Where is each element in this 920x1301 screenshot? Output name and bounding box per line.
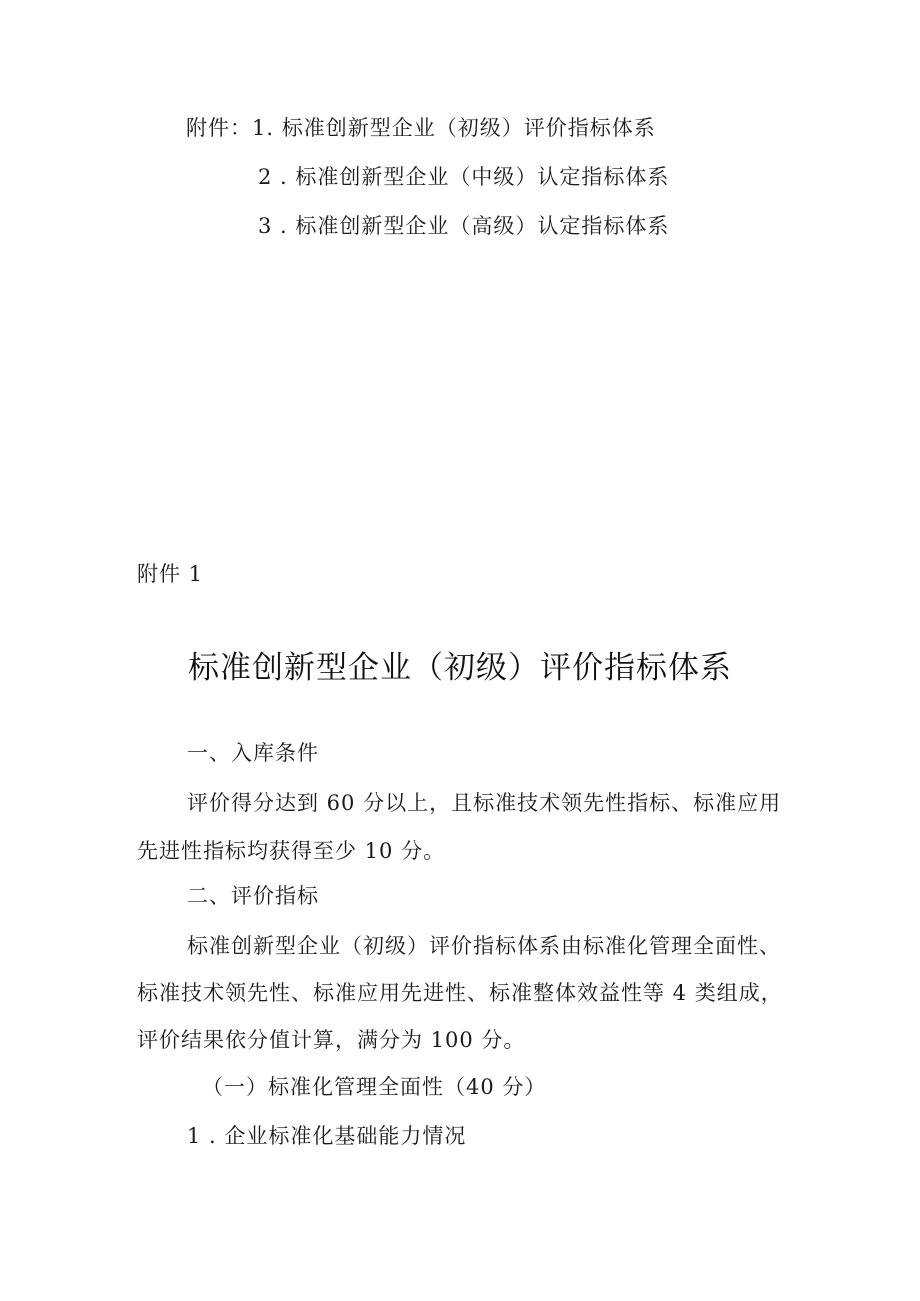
attachments-label: 附件： [186,116,252,140]
paragraph-line: 标准技术领先性、标准应用先进性、标准整体效益性等 4 类组成， [137,981,783,1005]
attachment-item-1-text: 1. 标准创新型企业（初级）评价指标体系 [252,116,656,140]
attachment-1-label: 附件 1 [137,562,204,586]
section-2-heading: 二、评价指标 [187,884,319,908]
subsection-1-heading: （一）标准化管理全面性（40 分） [202,1075,547,1099]
section-1-heading: 一、入库条件 [187,741,319,765]
paragraph-line: 标准创新型企业（初级）评价指标体系由标准化管理全面性、 [187,934,781,958]
paragraph-line: 评价结果依分值计算，满分为 100 分。 [137,1028,526,1052]
item-1-heading: 1 . 企业标准化基础能力情况 [187,1124,467,1148]
paragraph-line: 先进性指标均获得至少 10 分。 [137,839,446,863]
paragraph-line: 评价得分达到 60 分以上，且标准技术领先性指标、标准应用 [187,791,782,815]
attachment-item-2: 2 . 标准创新型企业（中级）认定指标体系 [258,165,670,189]
page-title: 标准创新型企业（初级）评价指标体系 [188,650,732,686]
attachment-item-3: 3 . 标准创新型企业（高级）认定指标体系 [258,214,670,238]
attachment-item-1 [186,114,656,142]
